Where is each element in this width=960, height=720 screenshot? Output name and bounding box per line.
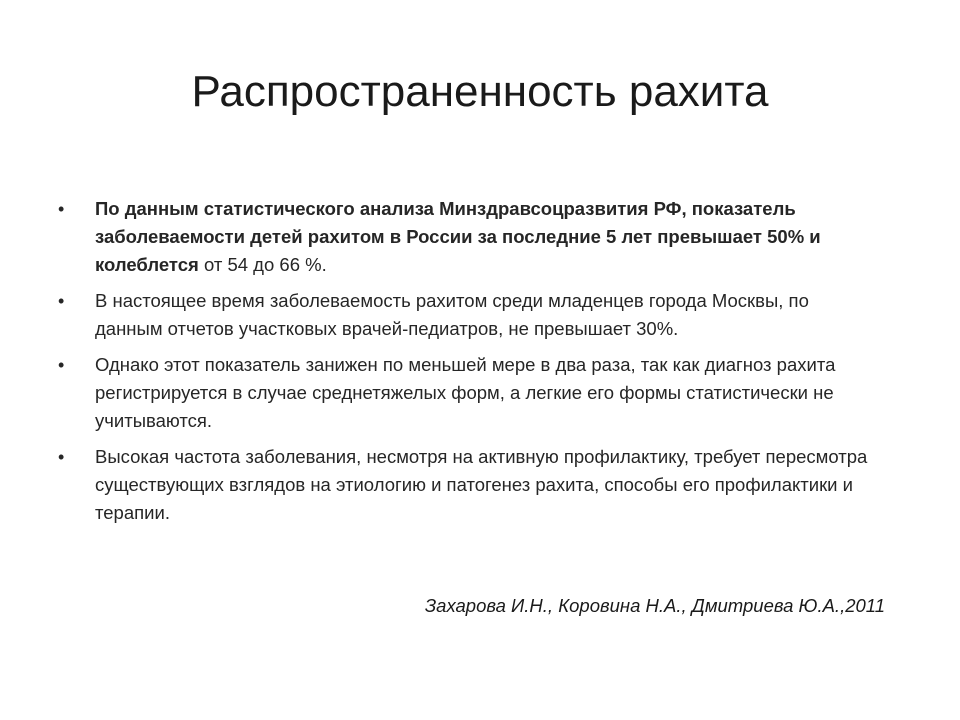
citation: Захарова И.Н., Коровина Н.А., Дмитриева Ю.А.,2011	[424, 595, 885, 616]
bullet-text: В настоящее время заболеваемость рахитом среди младенцев города Москвы, по данным отчетов участковых врачей-педиатров, не превышает 30%.	[95, 290, 809, 339]
bullet-item	[52, 195, 872, 279]
bullet-item	[52, 351, 872, 435]
bullet-point-icon: •	[58, 355, 65, 375]
bullet-text: Высокая частота заболевания, несмотря на активную профилактику, требует пересмотра существующих взглядов на этиологию и патогенез рахита, способы его профилактики и терапии.	[95, 446, 868, 523]
bullet-point-icon: •	[58, 291, 65, 311]
slide-title: Распространенность рахита	[191, 67, 769, 116]
bullet-point-icon: •	[58, 199, 65, 219]
bullet-list	[52, 195, 872, 535]
bullet-point-icon: •	[58, 447, 65, 467]
bullet-item	[52, 443, 872, 527]
bullet-normal-text: от 54 до 66 %.	[198, 254, 327, 275]
bullet-item	[52, 287, 872, 343]
bullet-text: Однако этот показатель занижен по меньшей мере в два раза, так как диагноз рахита регистрируется в случае среднетяжелых форм, а легкие его формы статистически не учитываются.	[95, 354, 836, 431]
bullet-bold-text: По данным статистического анализа Минздравсоцразвития РФ, показатель заболеваемости детей рахитом в России за последние 5 лет превышает 50% и колеблется	[95, 198, 821, 275]
